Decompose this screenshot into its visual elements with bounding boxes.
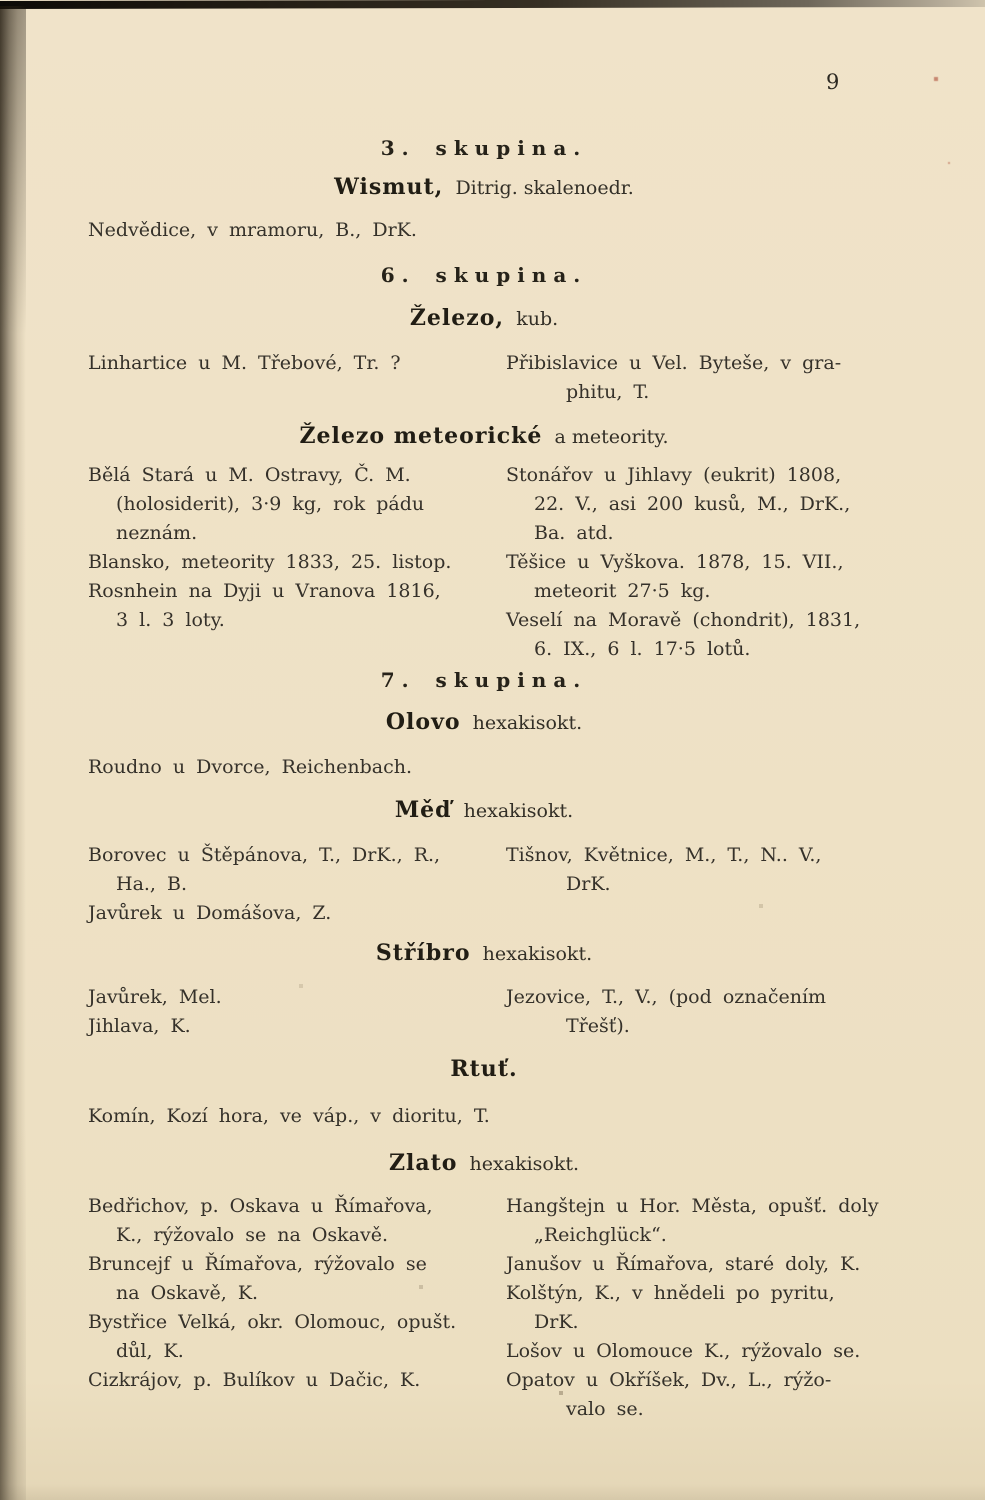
locality-entry-linhartice: Linhartice u M. Třebové, Tr. ? bbox=[88, 352, 401, 374]
page-top-edge-shadow bbox=[0, 0, 985, 9]
mineral-desc-stribro: hexakisokt. bbox=[482, 943, 593, 965]
locality-entry-javurek-mel: Javůrek, Mel. bbox=[88, 986, 222, 1008]
mineral-desc-zlato: hexakisokt. bbox=[469, 1153, 580, 1175]
left-column bbox=[88, 461, 462, 664]
locality-entry-janusov: Janušov u Římařova, staré doly, K. bbox=[506, 1253, 861, 1275]
locality-entry-rosnhein: Rosnhein na Dyji u Vranova 1816, 3 l. 3 loty. bbox=[88, 580, 441, 631]
locality-entry-borovec: Borovec u Štěpánova, T., DrK., R., Ha., B. bbox=[88, 844, 441, 895]
mineral-desc-zelezo-meteoricke: a meteority. bbox=[554, 426, 669, 448]
mineral-name-zelezo-meteoricke: Železo meteorické bbox=[299, 423, 543, 449]
locality-entry-cizkrajov: Cizkrájov, p. Bulíkov u Dačic, K. bbox=[88, 1369, 421, 1391]
locality-entry-bystrice: Bystřice Velká, okr. Olomouc, opušt. důl, K. bbox=[88, 1311, 457, 1362]
locality-entry-hangstejn: Hangštejn u Hor. Města, opušť. doly „Reichglück“. bbox=[506, 1195, 879, 1246]
locality-entry-bela-stara: Bělá Stará u M. Ostravy, Č. M. (holosiderit), 3·9 kg, rok pádu neznám. bbox=[88, 464, 425, 544]
mineral-name-olovo: Olovo bbox=[385, 709, 461, 735]
locality-entry-stonarov: Stonářov u Jihlavy (eukrit) 1808, 22. V., asi 200 kusů, M., DrK., Ba. atd. bbox=[506, 464, 851, 544]
page-bottom-edge-shadow bbox=[0, 1484, 985, 1500]
right-column bbox=[506, 461, 880, 664]
mineral-name-med: Měď bbox=[394, 797, 452, 823]
book-gutter-shadow-fade bbox=[0, 6, 26, 1500]
locality-entry-tesice: Těšice u Vyškova. 1878, 15. VII., meteorit 27·5 kg. bbox=[506, 551, 844, 602]
right-column bbox=[506, 1192, 880, 1424]
left-column bbox=[88, 841, 462, 928]
mineral-heading-olovo bbox=[88, 709, 880, 735]
page-number: 9 bbox=[826, 70, 840, 94]
right-column bbox=[506, 841, 880, 928]
mineral-desc-med: hexakisokt. bbox=[463, 800, 574, 822]
mineral-name-rtut: Rtuť. bbox=[450, 1056, 518, 1082]
mineral-name-zelezo: Železo, bbox=[409, 305, 505, 331]
left-column bbox=[88, 983, 462, 1041]
mineral-name-stribro: Stříbro bbox=[375, 940, 471, 966]
mineral-heading-zelezo bbox=[88, 305, 880, 331]
two-column-entries-zlato bbox=[88, 1192, 880, 1424]
locality-entry-nedvedice: Nedvědice, v mramoru, B., DrK. bbox=[88, 219, 417, 241]
mineral-heading-med bbox=[88, 797, 880, 823]
mineral-heading-wismut bbox=[88, 174, 880, 200]
locality-entry-komin: Komín, Kozí hora, ve váp., v dioritu, T. bbox=[88, 1105, 490, 1127]
locality-entry-javurek-domasova: Javůrek u Domášova, Z. bbox=[88, 902, 332, 924]
right-column bbox=[506, 349, 880, 407]
two-column-entries-stribro bbox=[88, 983, 880, 1041]
mineral-desc-zelezo: kub. bbox=[516, 308, 559, 330]
mineral-heading-zlato bbox=[88, 1150, 880, 1176]
mineral-desc-wismut: Ditrig. skalenoedr. bbox=[455, 177, 634, 199]
group-heading-6-skupina: 6. skupina. bbox=[380, 263, 588, 287]
locality-entry-jezovice: Jezovice, T., V., (pod označením Třešť). bbox=[506, 986, 827, 1037]
locality-entry-veseli: Veselí na Moravě (chondrit), 1831, 6. IX., 6 l. 17·5 lotů. bbox=[506, 609, 861, 660]
locality-entry-roudno: Roudno u Dvorce, Reichenbach. bbox=[88, 756, 412, 778]
locality-entry-tisnov: Tišnov, Květnice, M., T., N.. V., DrK. bbox=[506, 844, 822, 895]
left-column bbox=[88, 349, 462, 407]
mineral-heading-stribro bbox=[88, 940, 880, 966]
locality-entry-jihlava: Jihlava, K. bbox=[88, 1015, 191, 1037]
paper-specks bbox=[0, 0, 2, 2]
group-heading-7-skupina: 7. skupina. bbox=[380, 668, 588, 692]
two-column-entries-zelezo bbox=[88, 349, 880, 407]
locality-entry-bruncejf: Bruncejf u Římařova, rýžovalo se na Oskavě, K. bbox=[88, 1253, 427, 1304]
left-column bbox=[88, 1192, 462, 1424]
two-column-entries-meteoricke bbox=[88, 461, 880, 664]
locality-entry-opatov: Opatov u Okříšek, Dv., L., rýžo- valo se. bbox=[506, 1369, 832, 1420]
mineral-heading-rtut bbox=[88, 1056, 880, 1082]
locality-entry-kolstyn: Kolštýn, K., v hnědeli po pyritu, DrK. bbox=[506, 1282, 835, 1333]
locality-entry-blansko: Blansko, meteority 1833, 25. listop. bbox=[88, 551, 452, 573]
locality-entry-losov: Lošov u Olomouce K., rýžovalo se. bbox=[506, 1340, 861, 1362]
mineral-name-zlato: Zlato bbox=[388, 1150, 458, 1176]
mineral-desc-olovo: hexakisokt. bbox=[472, 712, 583, 734]
right-column bbox=[506, 983, 880, 1041]
mineral-name-wismut: Wismut, bbox=[334, 174, 444, 200]
locality-entry-bedrichov: Bedřichov, p. Oskava u Římařova, K., rýžovalo se na Oskavě. bbox=[88, 1195, 433, 1246]
mineral-heading-zelezo-meteoricke bbox=[88, 423, 880, 449]
locality-entry-pribislavice: Přibislavice u Vel. Byteše, v gra- phitu, T. bbox=[506, 352, 842, 403]
two-column-entries-med bbox=[88, 841, 880, 928]
group-heading-3-skupina: 3. skupina. bbox=[380, 136, 588, 160]
